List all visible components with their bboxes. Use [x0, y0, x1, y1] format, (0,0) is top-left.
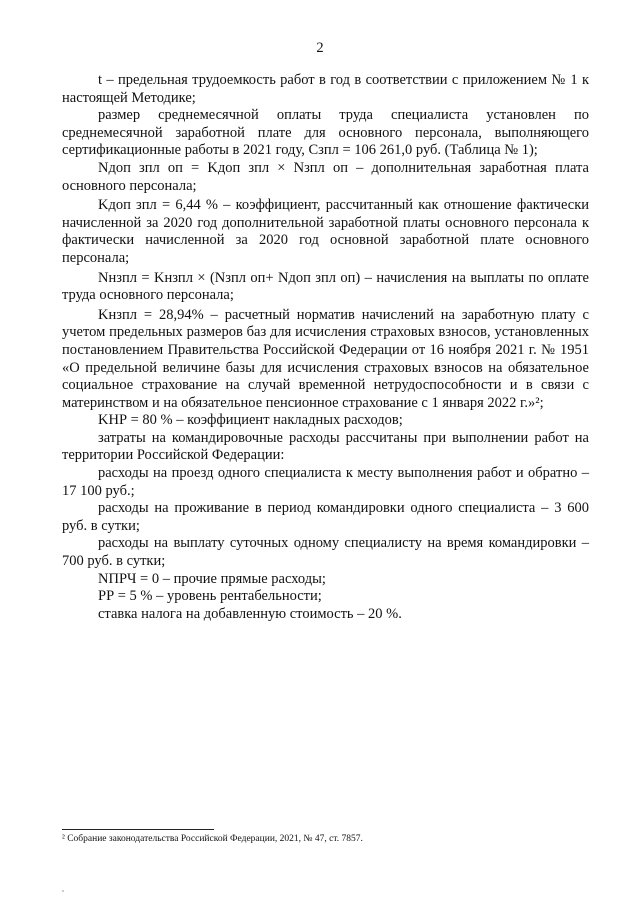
- paragraph: Nнзпл = Kнзпл × (Nзпл оп+ Nдоп зпл оп) – начисления на выплаты по оплате труда основного персонала;: [62, 269, 589, 304]
- paragraph: KНР = 80 % – коэффициент накладных расходов;: [98, 412, 403, 429]
- footnote-divider: [62, 829, 214, 830]
- footnote: ² Собрание законодательства Российской Федерации, 2021, № 47, ст. 7857.: [62, 834, 363, 844]
- paragraph: расходы на выплату суточных одному специалисту на время командировки – 700 руб. в сутки;: [62, 535, 589, 570]
- paragraph: NПРЧ = 0 – прочие прямые расходы;: [98, 570, 326, 587]
- paragraph: расходы на проезд одного специалиста к месту выполнения работ и обратно – 17 100 руб.;: [62, 465, 589, 499]
- page-number: 2: [316, 40, 324, 56]
- paragraph: размер среднемесячной оплаты труда специалиста установлен по среднемесячной заработной плате для основного персонала, выполняющего сертификационные работы в 2021 году, Сзпл = 106 261,0 руб. (Таблица № 1);: [62, 107, 589, 159]
- paragraph: ставка налога на добавленную стоимость – 20 %.: [98, 605, 402, 622]
- paragraph: t – предельная трудоемкость работ в год в соответствии с приложением № 1 к настоящей Методике;: [62, 72, 589, 106]
- paragraph: Kдоп зпл = 6,44 % – коэффициент, рассчитанный как отношение фактически начисленной за 2020 год дополнительной заработной платы основного персонала к фактически начисленной за 2020 год основной заработной плате основного персонала;: [62, 197, 589, 266]
- paragraph: расходы на проживание в период командировки одного специалиста – 3 600 руб. в сутки;: [62, 500, 589, 534]
- scan-speck: [62, 890, 64, 892]
- paragraph: затраты на командировочные расходы рассчитаны при выполнении работ на территории Российской Федерации:: [62, 429, 589, 464]
- paragraph: Kнзпл = 28,94% – расчетный норматив начислений на заработную плату с учетом предельных размеров баз для исчисления страховых взносов, установленных постановлением Правительства Российской Федерации от 16 ноября 2021 г. № 1951 «О предельной величине базы для исчисления страховых взносов на обязательное социальное страхование на случай временной нетрудоспособности и в связи с материнством и на обязательное пенсионное страхование с 1 января 2022 г.»²;: [62, 306, 589, 411]
- paragraph: Nдоп зпл оп = Kдоп зпл × Nзпл оп – дополнительная заработная плата основного персонала;: [62, 159, 589, 194]
- document-body: [62, 72, 589, 623]
- paragraph: PР = 5 % – уровень рентабельности;: [98, 588, 322, 605]
